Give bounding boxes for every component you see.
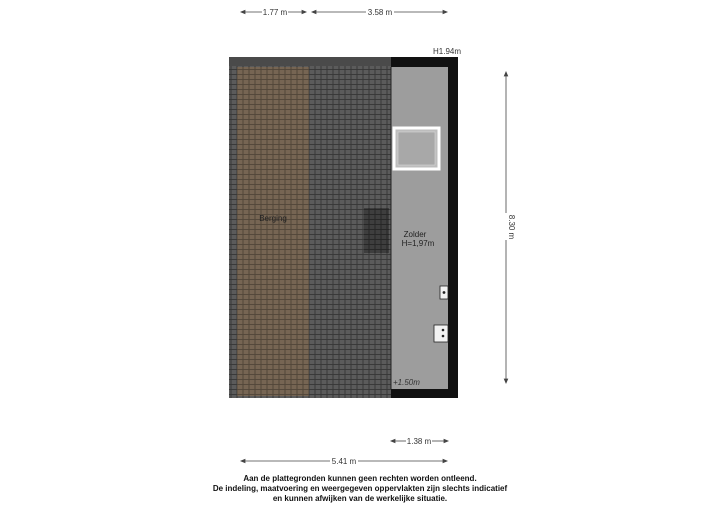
disclaimer-line-2: De indeling, maatvoering en weergegeven oppervlakten zijn slechts indicatief: [212, 484, 508, 493]
switch-dot-top-icon: [442, 329, 445, 332]
room-label-zolder: Zolder: [403, 230, 427, 239]
room-height-zolder: H=1,97m: [401, 239, 435, 248]
height-label-bottom: +1.50m: [393, 378, 420, 387]
switch-dot-bottom-icon: [442, 335, 445, 338]
wall-right: [448, 57, 458, 398]
wall-bottom: [391, 389, 458, 398]
disclaimer: [0, 474, 720, 504]
dimension-top-left: 1.77 m: [262, 8, 288, 17]
wall-top: [391, 57, 458, 67]
dimension-top-right: 3.58 m: [367, 8, 393, 17]
dimension-bottom-short-label: 1.38 m: [406, 437, 432, 446]
dimension-bottom-total-label: 5.41 m: [331, 457, 357, 466]
room-label-berging: Berging: [259, 214, 287, 223]
disclaimer-line-1: Aan de plattegronden kunnen geen rechten worden ontleend.: [243, 474, 477, 483]
height-label-top: H1.94m: [433, 47, 462, 56]
outlet-dot-icon: [443, 291, 446, 294]
skylight-inner: [398, 132, 435, 165]
roof-ridge-strip: [229, 57, 391, 66]
switch-panel-icon: [434, 325, 448, 342]
disclaimer-line-3: en kunnen afwijken van de werkelijke situatie.: [272, 494, 448, 503]
dimension-right-vertical: 8.30 m: [507, 214, 516, 240]
storage-area: [237, 67, 309, 396]
chimney-hatch: [364, 208, 389, 253]
